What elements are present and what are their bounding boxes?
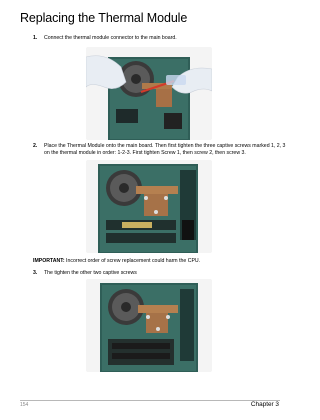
step-2-text-line2: on the thermal module in order: 1-2-3. First tighten Screw 1, then screw 2, then screw 3. [44, 150, 246, 156]
important-note [33, 258, 200, 264]
footer-page-number: 154 [20, 402, 29, 408]
step-1-text: Connect the thermal module connector to the main board. [44, 35, 177, 41]
step-2-number: 2. [33, 143, 38, 149]
photo-place-thermal-module [86, 160, 212, 253]
photo-connect-thermal-connector [86, 47, 212, 140]
step-3-text: The tighten the other two captive screws [44, 270, 137, 276]
important-label: IMPORTANT: [33, 258, 65, 264]
page-title: Replacing the Thermal Module [20, 11, 188, 25]
important-text: Incorrect order of screw replacement could harm the CPU. [64, 258, 201, 264]
step-1-number: 1. [33, 35, 38, 41]
photo-tighten-captive-screws [86, 279, 212, 372]
footer-divider [20, 400, 280, 401]
footer-chapter: Chapter 3 [250, 401, 279, 408]
step-3-number: 3. [33, 270, 38, 276]
step-2-text-line1: Place the Thermal Module onto the main board. Then first tighten the three captive screws marked 1, 2, 3 [44, 143, 286, 149]
